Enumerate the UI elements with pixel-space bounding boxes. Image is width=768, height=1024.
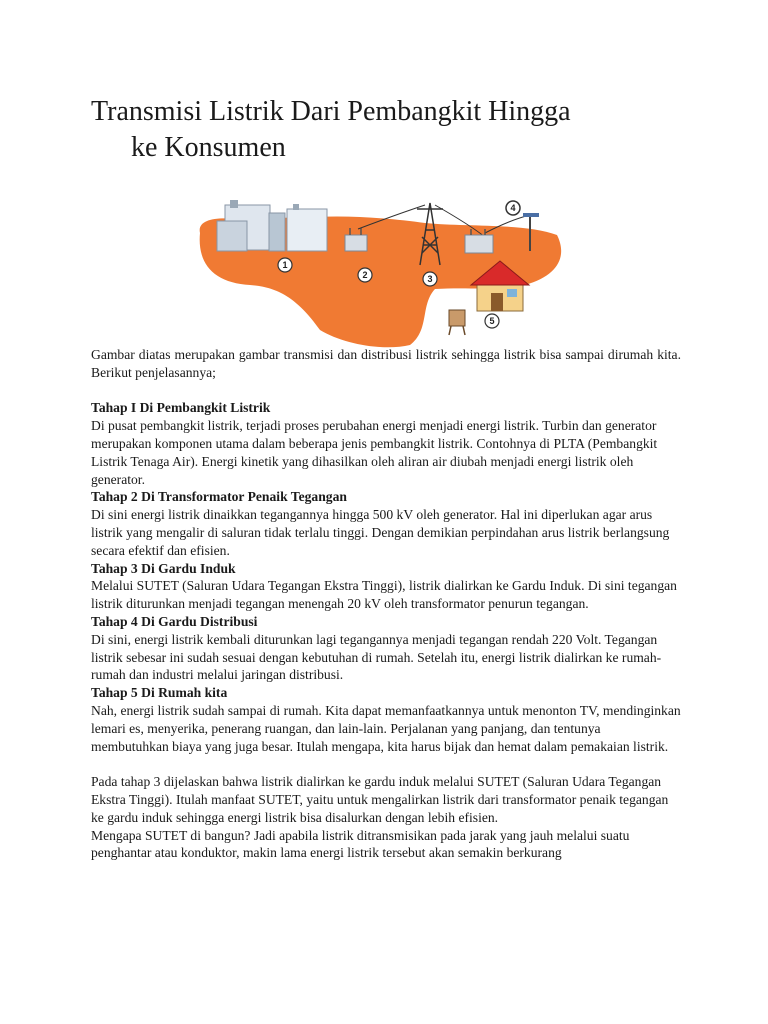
document-body <box>91 346 681 862</box>
intro-paragraph: Gambar diatas merupakan gambar transmisi dan distribusi listrik sehingga listrik bisa sampai dirumah kita. Berikut penjelasannya; <box>91 347 681 380</box>
step5-heading: Tahap 5 Di Rumah kita <box>91 685 228 701</box>
distribution-transformer-icon <box>449 310 465 335</box>
step3-heading: Tahap 3 Di Gardu Induk <box>91 560 236 576</box>
step5-paragraph: Nah, energi listrik sudah sampai di rumah. Kita dapat memanfaatkannya untuk menonton TV, mendinginkan lemari es, menyerika, penerang ruangan, dan lain-lain. Perjalanan yang panjang, dan tentunya membutuhkan biaya yang juga besar. Itulah mengapa, kita harus bijak dan hemat dalam pemakaian listrik. <box>91 702 681 754</box>
step1-heading: Tahap I Di Pembangkit Listrik <box>91 400 271 416</box>
step3-paragraph: Melalui SUTET (Saluran Udara Tegangan Ekstra Tinggi), listrik dialirkan ke Gardu Induk. Di sini tegangan listrik diturunkan menjadi tegangan menengah 20 kV oleh transformator penurun tegangan. <box>91 578 677 612</box>
figure-number-2: 2 <box>362 270 368 280</box>
title-line-1: Transmisi Listrik Dari Pembangkit Hingga <box>91 96 571 127</box>
figure-number-3: 3 <box>427 274 433 284</box>
power-plant-icon <box>217 200 327 251</box>
figure-number-5: 5 <box>489 316 495 326</box>
step4-heading: Tahap 4 Di Gardu Distribusi <box>91 613 258 629</box>
step2-heading: Tahap 2 Di Transformator Penaik Tegangan <box>91 489 347 505</box>
step2-paragraph: Di sini energi listrik dinaikkan tegangannya hingga 500 kV oleh generator. Hal ini diperlukan agar arus listrik yang mengalir di saluran tidak terlalu tinggi. Dengan demikian perpindahan arus listrik berlangsung secara efektif dan efisien. <box>91 507 670 558</box>
sutet-paragraph: Pada tahap 3 dijelaskan bahwa listrik dialirkan ke gardu induk melalui SUTET (Saluran Udara Tegangan Ekstra Tinggi). Itulah manfaat SUTET, yaitu untuk mengalirkan listrik dari transformator penaik tegangan ke gardu induk sehingga energi listrik bisa disalurkan dengan lebih efisien. <box>91 774 669 825</box>
why-sutet-paragraph: Mengapa SUTET di bangun? Jadi apabila listrik ditransmisikan pada jarak yang jauh melalui suatu penghantar atau konduktor, makin lama energi listrik tersebut akan semakin berkurang <box>91 827 630 861</box>
transmission-illustration <box>195 195 565 350</box>
step1-paragraph: Di pusat pembangkit listrik, terjadi proses perubahan energi menjadi energi listrik. Turbin dan generator merupakan komponen utama dalam beberapa jenis pembangkit listrik. Contohnya di PLTA (Pembangkit Listrik Tenaga Air). Energi kinetik yang dihasilkan oleh aliran air diubah menjadi energi listrik oleh generator. <box>91 418 658 487</box>
figure-number-4: 4 <box>510 203 516 213</box>
step4-paragraph: Di sini, energi listrik kembali diturunkan lagi tegangannya menjadi tegangan rendah 220 Volt. Tegangan listrik sebesar ini sudah sesuai dengan kebutuhan di rumah. Setelah itu, energi listrik dialirkan ke rumah-rumah dan industri melalui jaringan distribusi. <box>91 631 662 683</box>
page-title <box>91 94 691 166</box>
title-line-2: ke Konsumen <box>131 132 286 163</box>
figure-number-1: 1 <box>282 260 288 270</box>
